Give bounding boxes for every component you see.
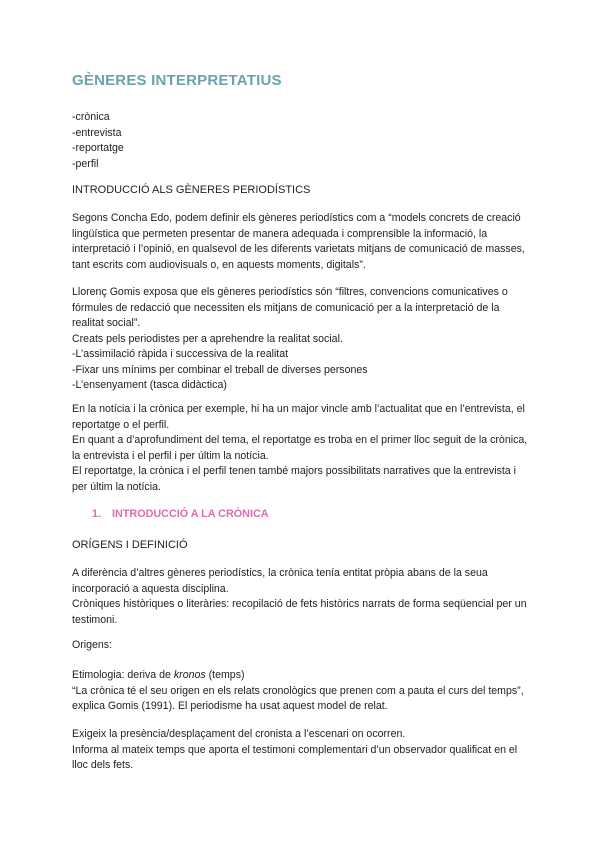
etymology-block xyxy=(72,668,532,715)
paragraph-edo xyxy=(72,211,532,273)
etymology-suffix: (temps) xyxy=(205,669,245,681)
paragraph-text: “La crònica té el seu origen en els relats cronològics que prenen com a pauta el curs del temps”, explica Gomis (1991). El periodisme ha usat aquest model de relat. xyxy=(72,684,524,712)
paragraph-difference xyxy=(72,566,532,628)
paragraph-text: Llorenç Gomis exposa que els gèneres periodístics són “filtres, convencions comunicatives o fórmules de redacció que necessiten els mitjans de comunicació per a la interpretació de la realitat social”. xyxy=(72,286,508,329)
origins-label: Origens: xyxy=(72,639,113,651)
section-number: 1. xyxy=(92,508,102,520)
genres-list xyxy=(72,110,532,172)
intro-heading: INTRODUCCIÓ ALS GÈNERES PERIODÍSTICS xyxy=(72,184,311,196)
paragraph-text: El reportatge, la crònica i el perfil tenen també majors possibilitats narratives que la entrevista i per últim la notícia. xyxy=(72,465,516,493)
etymology-line xyxy=(72,668,532,684)
purposes-list xyxy=(72,347,532,394)
section-heading xyxy=(92,508,269,520)
etymology-prefix: Etimologia: deriva de xyxy=(72,669,174,681)
paragraph-comparison xyxy=(72,402,532,495)
list-item: -L’assimilació ràpida i successiva de la realitat xyxy=(72,348,289,360)
list-item: -entrevista xyxy=(72,126,122,139)
genres-list-block xyxy=(72,110,532,172)
list-item: -crònica xyxy=(72,111,110,123)
paragraph-text: Exigeix la presència/desplaçament del cronista a l’escenari on ocorren. xyxy=(72,728,406,740)
list-item: -reportatge xyxy=(72,142,124,154)
list-item: -Fixar uns mínims per combinar el treball de diverses persones xyxy=(72,363,368,376)
list-item: -L’ensenyament (tasca didàctica) xyxy=(72,379,227,391)
paragraph-text: Segons Concha Edo, podem definir els gèneres periodístics com a “models concrets de creació lingüística que permeten presentar de manera adequada i comprensible la informació, la interpretació i l’opinió, en qualsevol de les diferents varietats mitjans de comunicació de masses, tant escrits com audiovisuals o, en aquests moments, digitals”. xyxy=(72,212,525,271)
paragraph-text: A diferència d’altres gèneres periodístics, la crònica tenía entitat pròpia abans de la seua incorporació a aquesta disciplina. xyxy=(72,567,488,595)
paragraph-presence xyxy=(72,727,532,774)
list-item: -perfil xyxy=(72,157,99,170)
paragraph-text: Cròniques històriques o literàries: recopilació de fets històrics narrats de forma seqüencial per un testimoni. xyxy=(72,598,527,626)
paragraph-gomis xyxy=(72,285,532,394)
etymology-word: kronos xyxy=(173,669,206,681)
paragraph-text: Informa al mateix temps que aporta el testimoni complementari d’un observador qualificat en el lloc dels fets. xyxy=(72,743,518,771)
page-title: GÈNERES INTERPRETATIUS xyxy=(72,72,282,89)
paragraph-text: En quant a d’aprofundiment del tema, el reportatge es troba en el primer lloc seguit de la crònica, la entrevista i el perfil i per últim la notícia. xyxy=(72,434,528,462)
origins-heading: ORÍGENS I DEFINICIÓ xyxy=(72,539,188,551)
created-line: Creats pels periodistes per a aprehendre la realitat social. xyxy=(72,332,343,345)
paragraph-text: En la notícia i la crònica per exemple, hi ha un major vincle amb l’actualitat que en l’entrevista, el reportatge o el perfil. xyxy=(72,403,525,431)
section-title: INTRODUCCIÓ A LA CRÒNICA xyxy=(112,508,269,520)
